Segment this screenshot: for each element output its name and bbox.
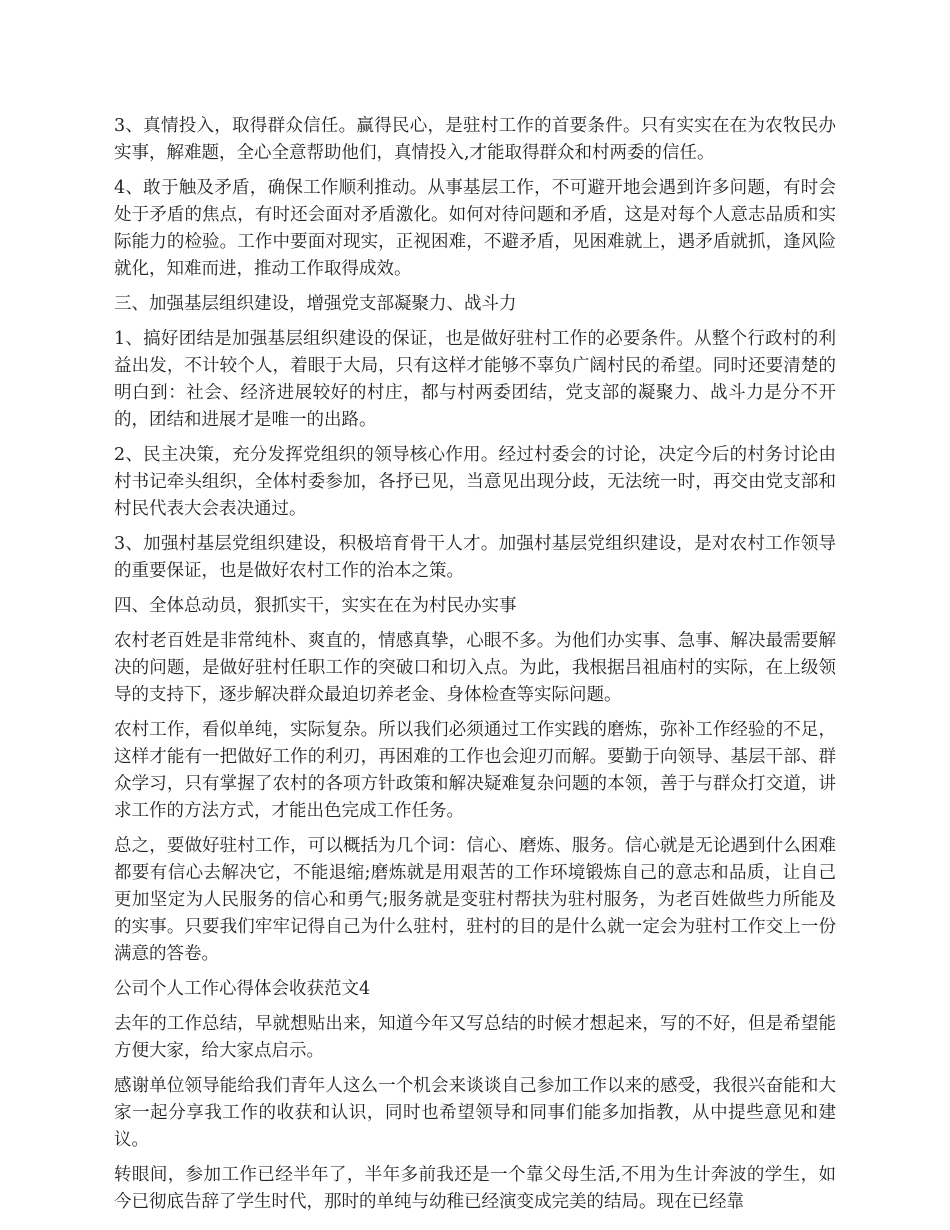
paragraph-item-4: 4、敢于触及矛盾，确保工作顺利推动。从事基层工作，不可避开地会遇到许多问题，有时会处于矛盾的焦点，有时还会面对矛盾激化。如何对待问题和矛盾，这是对每个人意志品质和实际能力的检验。工作中要面对现实，正视困难，不避矛盾，见困难就上，遇矛盾就抓，逢风险就化，知难而进，推动工作取得成效。 <box>114 178 836 279</box>
section-heading-3: 三、加强基层组织建设，增强党支部凝聚力、战斗力 <box>114 294 517 314</box>
article-title: 公司个人工作心得体会收获范文4 <box>114 979 371 999</box>
paragraph-item-3b: 3、加强村基层党组织建设，积极培育骨干人才。加强村基层党组织建设，是对农村工作领导的重要保证，也是做好农村工作的治本之策。 <box>114 534 836 581</box>
paragraph-item-2: 2、民主决策，充分发挥党组织的领导核心作用。经过村委会的讨论，决定今后的村务讨论由村书记牵头组织，全体村委参加，各抒已见，当意见出现分歧，无法统一时，再交由党支部和村民代表大会表决通过。 <box>114 445 836 519</box>
paragraph-item-3: 3、真情投入，取得群众信任。赢得民心，是驻村工作的首要条件。只有实实在在为农牧民办实事，解难题，全心全意帮助他们，真情投入,才能取得群众和村两委的信任。 <box>114 116 836 163</box>
paragraph-villagers: 农村老百姓是非常纯朴、爽直的，情感真挚，心眼不多。为他们办实事、急事、解决最需要解决的问题，是做好驻村任职工作的突破口和切入点。为此，我根据吕祖庙村的实际，在上级领导的支持下，逐步解决群众最迫切养老金、身体检查等实际问题。 <box>114 631 836 705</box>
paragraph-rural-work: 农村工作，看似单纯，实际复杂。所以我们必须通过工作实践的磨炼，弥补工作经验的不足，这样才能有一把做好工作的利刃，再困难的工作也会迎刃而解。要勤于向领导、基层干部、群众学习，只有掌握了农村的各项方针政策和解决疑难复杂问题的本领，善于与群众打交道，讲求工作的方法方式，才能出色完成工作任务。 <box>114 720 836 821</box>
paragraph-last-year: 去年的工作总结，早就想贴出来，知道今年又写总结的时候才想起来，写的不好，但是希望能方便大家，给大家点启示。 <box>114 1014 836 1061</box>
paragraph-half-year: 转眼间，参加工作已经半年了，半年多前我还是一个靠父母生活,不用为生计奔波的学生，如今已彻底告辞了学生时代，那时的单纯与幼稚已经演变成完美的结局。现在已经靠 <box>114 1165 836 1212</box>
section-heading-4: 四、全体总动员，狠抓实干，实实在在为村民办实事 <box>114 596 517 616</box>
paragraph-summary: 总之，要做好驻村工作，可以概括为几个词：信心、磨炼、服务。信心就是无论遇到什么困难都要有信心去解决它，不能退缩;磨炼就是用艰苦的工作环境锻炼自己的意志和品质，让自己更加坚定为人民服务的信心和勇气;服务就是变驻村帮扶为驻村服务，为老百姓做些力所能及的实事。只要我们牢牢记得自己为什么驻村，驻村的目的是什么就一定会为驻村工作交上一份满意的答卷。 <box>114 836 836 964</box>
paragraph-item-1: 1、搞好团结是加强基层组织建设的保证，也是做好驻村工作的必要条件。从整个行政村的利益出发，不计较个人，着眼于大局，只有这样才能够不辜负广阔村民的希望。同时还要清楚的明白到：社会、经济进展较好的村庄，都与村两委团结，党支部的凝聚力、战斗力是分不开的，团结和进展才是唯一的出路。 <box>114 329 836 430</box>
paragraph-thanks: 感谢单位领导能给我们青年人这么一个机会来谈谈自己参加工作以来的感受，我很兴奋能和大家一起分享我工作的收获和认识，同时也希望领导和同事们能多加指教，从中提些意见和建议。 <box>114 1076 836 1150</box>
document-body <box>114 113 836 1224</box>
